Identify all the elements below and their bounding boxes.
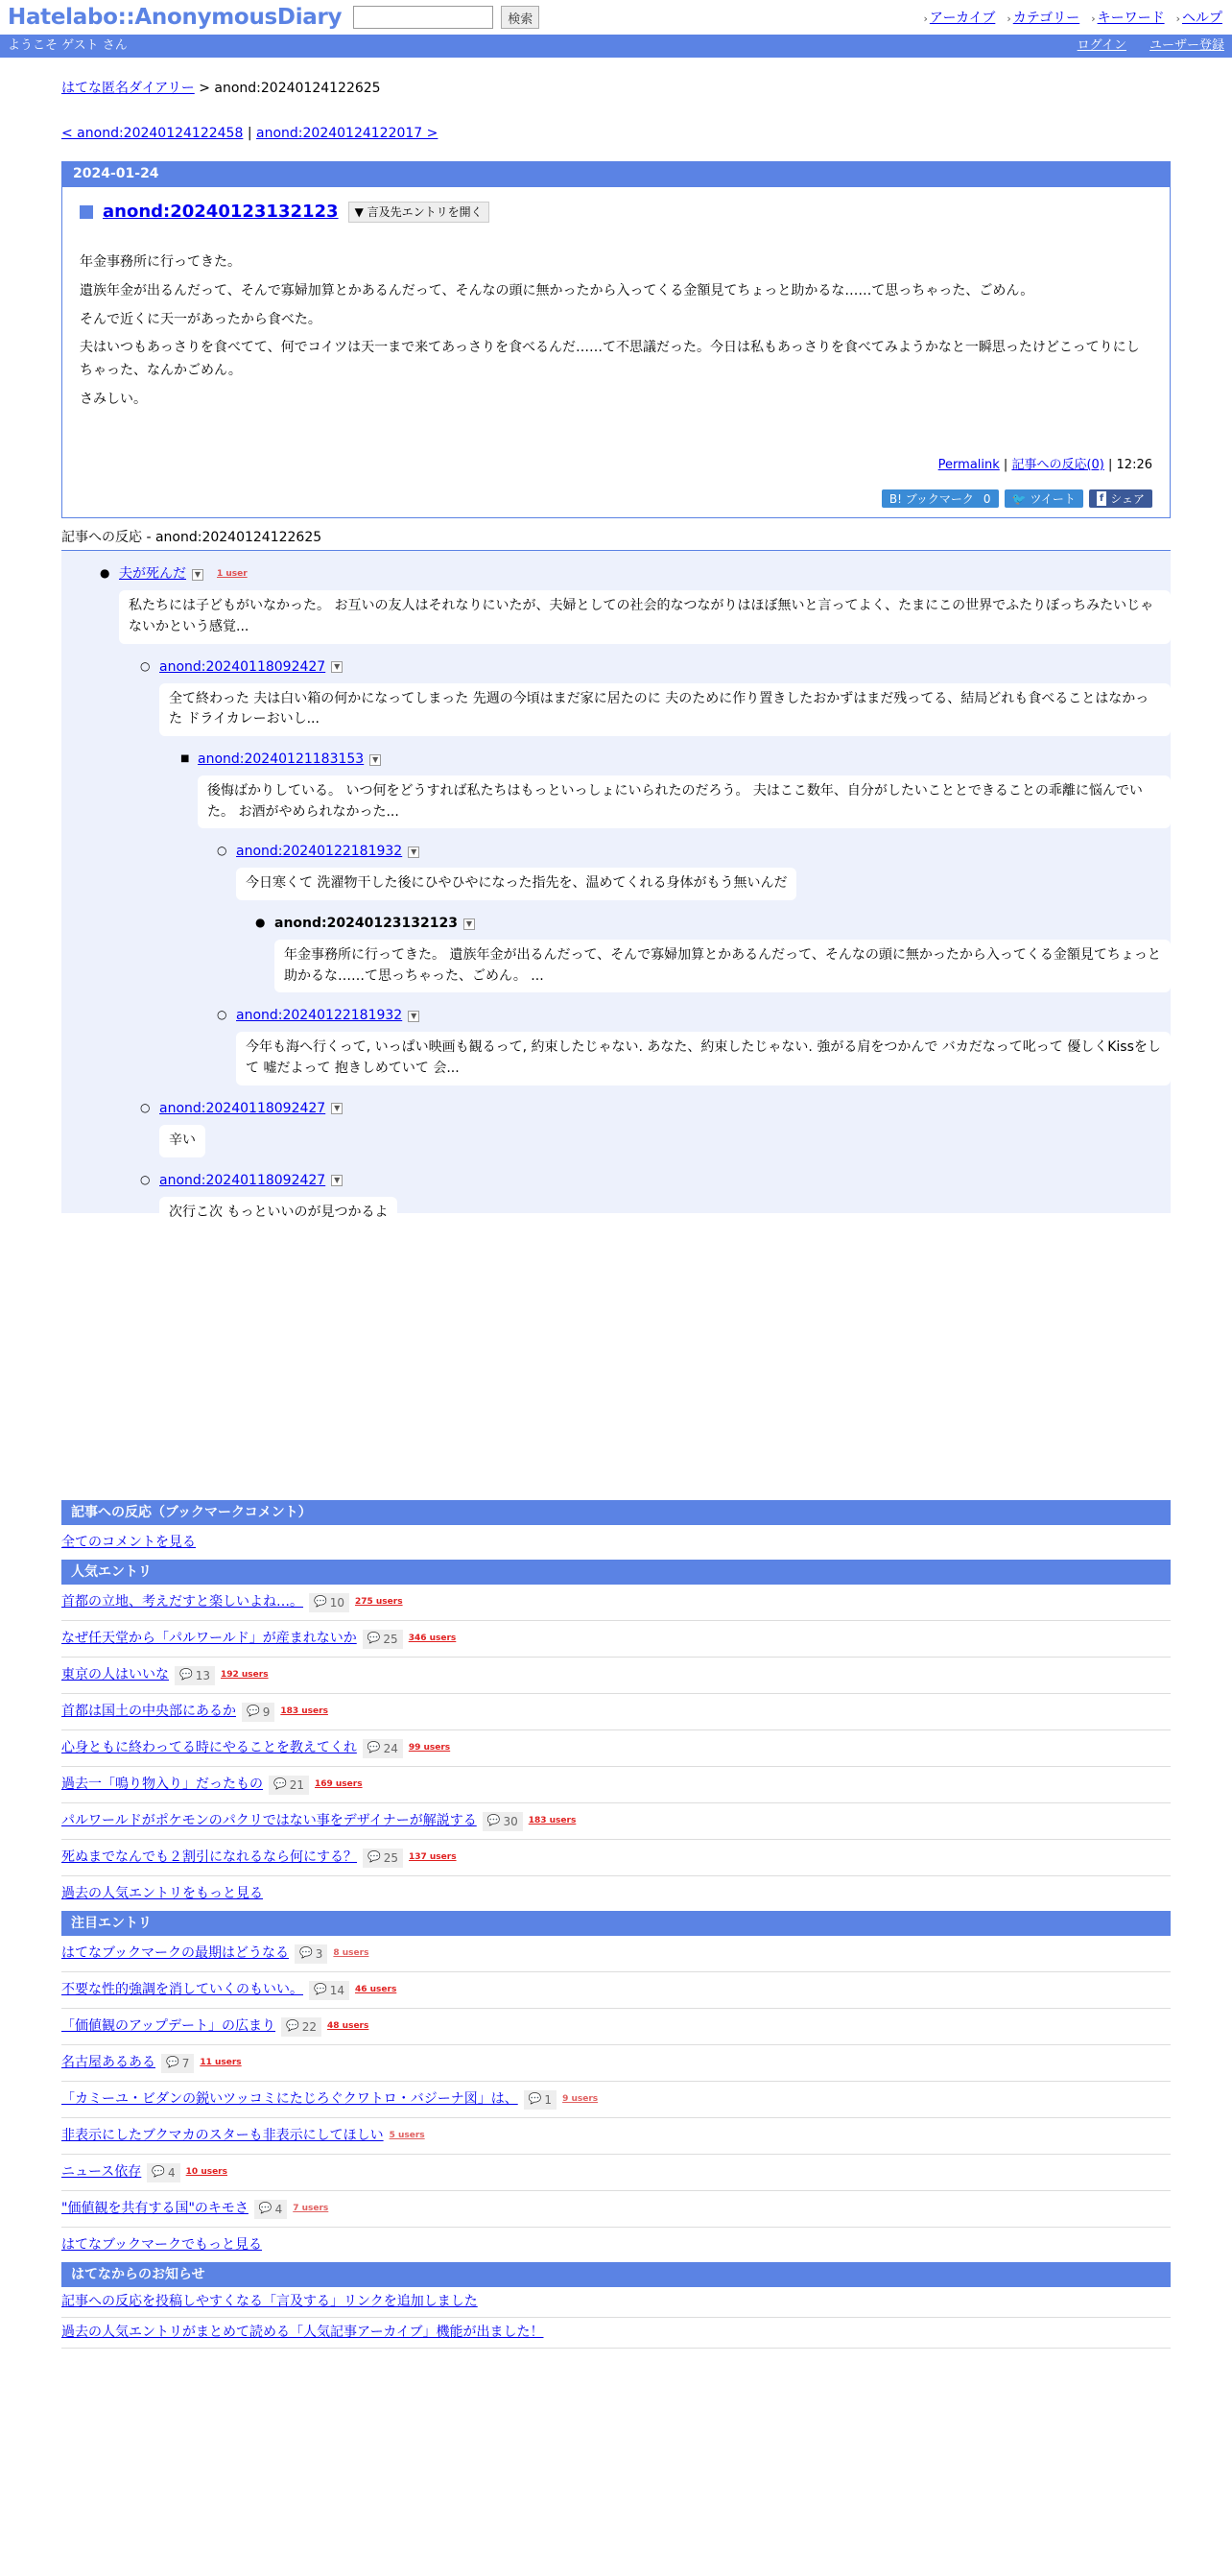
bookmark-users[interactable]: 48 users bbox=[327, 2020, 369, 2031]
speech-bubble-icon: 💬 bbox=[367, 1850, 381, 1864]
share-buttons bbox=[80, 489, 1152, 508]
bullet-circle-icon: ○ bbox=[140, 658, 151, 673]
list-item bbox=[61, 1621, 1171, 1658]
reaction-node bbox=[140, 657, 1153, 736]
comment-count-badge[interactable] bbox=[242, 1703, 274, 1722]
entry-link[interactable]: 「価値観のアップデート」の広まり bbox=[61, 2018, 276, 2034]
comment-count-badge[interactable] bbox=[524, 2090, 557, 2110]
bookmark-users[interactable]: 137 users bbox=[408, 1851, 457, 1862]
footer-sep: | bbox=[999, 457, 1012, 472]
reaction-title-link[interactable]: 夫が死んだ bbox=[119, 566, 186, 583]
entry-link[interactable]: "価値観を共有する国"のキモさ bbox=[61, 2201, 249, 2216]
footer-sep: | bbox=[1103, 457, 1117, 472]
entry-link[interactable]: パルワールドがポケモンのパクリではない事をデザイナーが解説する bbox=[61, 1813, 477, 1828]
entry-link[interactable]: 非表示にしたブクマカのスターも非表示にしてほしい bbox=[61, 2128, 384, 2143]
reaction-excerpt: 年金事務所に行ってきた。 遺族年金が出るんだって、そんで寡婦加算とかあるんだって、そんなの頭に無かったから入ってくる金額見てちょっと助かるな……て思っちゃった、ごめん。 ... bbox=[274, 940, 1171, 992]
dropdown-icon[interactable]: ▼ bbox=[369, 754, 381, 766]
speech-bubble-icon: 💬 bbox=[258, 2202, 272, 2215]
reaction-node bbox=[255, 914, 1161, 992]
speech-bubble-icon: 💬 bbox=[166, 2056, 179, 2069]
list-item bbox=[61, 1972, 1171, 2009]
bookmark-users[interactable]: 346 users bbox=[408, 1633, 457, 1643]
bookmark-users[interactable]: 183 users bbox=[280, 1705, 328, 1716]
comment-count-badge[interactable] bbox=[363, 1849, 403, 1868]
breadcrumb-current: anond:20240124122625 bbox=[214, 81, 381, 96]
all-comments-link[interactable]: 全てのコメントを見る bbox=[61, 1534, 196, 1550]
list-item bbox=[61, 1694, 1171, 1730]
popular-list bbox=[61, 1585, 1171, 1876]
news-link[interactable]: 過去の人気エントリがまとめて読める「人気記事アーカイブ」機能が出ました！ bbox=[61, 2325, 544, 2340]
news-link[interactable]: 記事への反応を投稿しやすくなる「言及する」リンクを追加しました bbox=[61, 2294, 478, 2309]
chevron-right-icon: › bbox=[1091, 12, 1096, 25]
entry-link[interactable]: はてなブックマークの最期はどうなる bbox=[61, 1945, 290, 1961]
prev-entry-link[interactable]: < anond:20240124122458 bbox=[61, 126, 244, 141]
pager bbox=[61, 124, 1171, 144]
speech-bubble-icon: 💬 bbox=[528, 2092, 542, 2106]
bullet-circle-icon: ○ bbox=[140, 1100, 151, 1114]
breadcrumb bbox=[61, 79, 1171, 99]
entry-footer bbox=[80, 456, 1152, 475]
next-entry-link[interactable]: anond:20240124122017 > bbox=[256, 126, 438, 141]
facebook-share-button[interactable] bbox=[1089, 489, 1152, 508]
dropdown-icon[interactable]: ▼ bbox=[408, 847, 419, 858]
comment-count-badge[interactable] bbox=[309, 1981, 349, 2000]
entry-paragraph: 年金事務所に行ってきた。 bbox=[80, 254, 241, 270]
bullet-disc-icon: ● bbox=[100, 566, 110, 581]
dropdown-icon[interactable]: ▼ bbox=[408, 1011, 419, 1022]
facebook-share-label: シェア bbox=[1110, 491, 1145, 506]
list-item bbox=[61, 1730, 1171, 1767]
entry-link[interactable]: 「カミーユ・ビダンの鋭いツッコミにたじろぐクワトロ・バジーナ図」は、 bbox=[61, 2091, 518, 2107]
speech-bubble-icon: 💬 bbox=[152, 2165, 166, 2179]
bookmark-users[interactable]: 8 users bbox=[333, 1947, 369, 1958]
header-nav bbox=[923, 9, 1222, 29]
list-item bbox=[61, 1840, 1171, 1876]
reaction-excerpt: 次行こ次 もっといいのが見つかるよ bbox=[159, 1197, 397, 1229]
current-entry-title: anond:20240123132123 bbox=[274, 916, 458, 932]
reactions-link[interactable]: 記事への反応(0) bbox=[1011, 457, 1104, 472]
bookmark-users[interactable]: 275 users bbox=[354, 1596, 403, 1607]
entry-link[interactable]: 死ぬまでなんでも２割引になれるなら何にする？ bbox=[61, 1849, 357, 1865]
reaction-excerpt: 今日寒くて 洗濯物干した後にひやひやになった指先を、温めてくれる身体がもう無いんだ bbox=[236, 868, 796, 900]
reaction-excerpt: 全て終わった 夫は白い箱の何かになってしまった 先週の今頃はまだ家に居たのに 夫のために作り置きしたおかずはまだ残ってる、結局どれも食べることはなかった ドライカレーおいし... bbox=[159, 683, 1171, 736]
reaction-node bbox=[100, 564, 1154, 643]
bullet-circle-icon: ○ bbox=[217, 1008, 227, 1022]
entry-body bbox=[80, 251, 1152, 412]
list-item bbox=[61, 2082, 1171, 2118]
speech-bubble-icon: 💬 bbox=[486, 1814, 501, 1827]
entry-link[interactable]: 心身ともに終わってる時にやることを教えてくれ bbox=[61, 1740, 357, 1755]
day-section bbox=[61, 161, 1171, 518]
comment-count-badge[interactable] bbox=[147, 2163, 179, 2182]
dropdown-icon[interactable]: ▼ bbox=[331, 1175, 343, 1186]
reaction-title-link[interactable]: anond:20240118092427 bbox=[159, 1172, 326, 1188]
bullet-circle-icon: ○ bbox=[140, 1172, 151, 1186]
bookmark-users[interactable]: 46 users bbox=[354, 1984, 397, 1994]
comment-count: 1 bbox=[544, 2092, 553, 2107]
dropdown-icon[interactable]: ▼ bbox=[463, 918, 475, 930]
list-item bbox=[61, 2045, 1171, 2082]
notable-entries-header: 注目エントリ bbox=[61, 1911, 1171, 1936]
bullet-square-icon: ■ bbox=[180, 753, 190, 765]
search-input[interactable] bbox=[353, 6, 493, 29]
comment-count-badge[interactable] bbox=[161, 2054, 194, 2073]
bookmark-users[interactable]: 7 users bbox=[293, 2203, 329, 2213]
reaction-node bbox=[180, 750, 1153, 828]
entry-link[interactable]: 過去一「鳴り物入り」だったもの bbox=[61, 1777, 263, 1792]
speech-bubble-icon: 💬 bbox=[367, 1632, 381, 1645]
hatena-bookmark-count: 0 bbox=[983, 491, 991, 506]
speech-bubble-icon: 💬 bbox=[273, 1777, 287, 1791]
entry-paragraph: 夫はいつもあっさりを食べてて、何でコイツは天一まで来てあっさりを食べるんだ……て不思議だった。今日は私もあっさりを食べてみようかなと一瞬思ったけどこってりにしちゃった、なんかごめん。 bbox=[80, 340, 1140, 379]
comment-count: 13 bbox=[195, 1668, 210, 1682]
comment-count: 9 bbox=[262, 1705, 271, 1719]
entry-link[interactable]: 首都は国土の中央部にあるか bbox=[61, 1704, 236, 1719]
entry-link[interactable]: 東京の人はいいな bbox=[61, 1667, 169, 1682]
user-bar bbox=[0, 35, 1232, 58]
comment-count: 25 bbox=[383, 1632, 398, 1646]
list-item bbox=[61, 2118, 1171, 2155]
bookmark-comments-header: 記事への反応（ブックマークコメント） bbox=[61, 1500, 1171, 1525]
square-icon bbox=[80, 205, 93, 219]
entry-link[interactable]: ニュース依存 bbox=[61, 2164, 142, 2180]
news-header: はてなからのお知らせ bbox=[61, 2262, 1171, 2287]
comment-count: 22 bbox=[301, 2019, 318, 2034]
register-link[interactable]: ユーザー登録 bbox=[1149, 38, 1224, 54]
reaction-node bbox=[217, 842, 1153, 900]
comment-count: 4 bbox=[274, 2202, 283, 2216]
entry-time: 12:26 bbox=[1116, 457, 1152, 472]
speech-bubble-icon: 💬 bbox=[179, 1668, 193, 1682]
twitter-bird-icon: 🐦 bbox=[1011, 491, 1027, 506]
login-link[interactable]: ログイン bbox=[1077, 38, 1126, 54]
day-date: 2024-01-24 bbox=[62, 162, 1170, 187]
popular-more-link[interactable]: 過去の人気エントリをもっと見る bbox=[61, 1885, 263, 1901]
reaction-excerpt: 今年も海へ行くって, いっぱい映画も観るって, 約束したじゃない. あなた、約束したじゃない. 強がる肩をつかんで バカだなって叱って 優しくKissをして 嘘だよって 抱きしめていて 会... bbox=[236, 1032, 1171, 1085]
reaction-title-link[interactable]: anond:20240118092427 bbox=[159, 658, 326, 675]
list-item bbox=[61, 1803, 1171, 1840]
main-content bbox=[61, 58, 1171, 1220]
bookmark-users[interactable]: 183 users bbox=[528, 1815, 577, 1825]
bookmark-users[interactable]: 192 users bbox=[220, 1669, 269, 1680]
permalink-link[interactable]: Permalink bbox=[937, 457, 1000, 472]
comment-count-badge[interactable] bbox=[281, 2017, 321, 2037]
entry-link[interactable]: 不要な性的強調を消していくのもいい。 bbox=[61, 1982, 303, 1997]
search-button[interactable]: 検索 bbox=[501, 6, 539, 29]
comment-count-badge[interactable] bbox=[175, 1666, 215, 1685]
bookmark-users[interactable]: 99 users bbox=[408, 1742, 451, 1753]
bookmark-users[interactable]: 169 users bbox=[314, 1778, 363, 1789]
nav-category[interactable]: カテゴリー bbox=[1012, 11, 1080, 26]
comment-count: 10 bbox=[329, 1595, 344, 1610]
speech-bubble-icon: 💬 bbox=[247, 1705, 260, 1718]
chevron-right-icon: › bbox=[923, 12, 928, 25]
tweet-button[interactable] bbox=[1005, 489, 1083, 508]
reaction-node bbox=[140, 1171, 1153, 1229]
entry-paragraph: そんで近くに天一があったから食べた。 bbox=[80, 311, 321, 327]
comment-count-badge[interactable] bbox=[295, 1944, 327, 1964]
dropdown-icon[interactable]: ▼ bbox=[192, 569, 203, 581]
reactions-header: 記事への反応 - anond:20240124122625 bbox=[61, 528, 1171, 551]
list-item bbox=[61, 1585, 1171, 1621]
comment-count-badge[interactable] bbox=[483, 1812, 523, 1831]
reaction-title-link[interactable]: anond:20240118092427 bbox=[159, 1100, 326, 1116]
breadcrumb-sep: > bbox=[194, 81, 215, 96]
speech-bubble-icon: 💬 bbox=[299, 1946, 313, 1960]
popular-entries-header: 人気エントリ bbox=[61, 1560, 1171, 1585]
comment-count: 4 bbox=[168, 2165, 176, 2180]
list-item bbox=[61, 2155, 1171, 2191]
reaction-excerpt: 私たちには子どもがいなかった。 お互いの友人はそれなりにいたが、夫婦としての社会的なつながりはほぼ無いと言ってよく、たまにこの世界でふたりぼっちみたいじゃないかという感覚... bbox=[119, 590, 1171, 643]
user-count[interactable]: 1 user bbox=[217, 569, 248, 580]
comment-count: 7 bbox=[181, 2056, 190, 2070]
dropdown-icon[interactable]: ▼ bbox=[331, 1103, 343, 1114]
notable-more-link[interactable]: はてなブックマークでもっと見る bbox=[61, 2236, 263, 2253]
speech-bubble-icon: 💬 bbox=[314, 1595, 327, 1609]
comment-count-badge[interactable] bbox=[363, 1739, 403, 1758]
header bbox=[0, 0, 1232, 35]
comment-count: 21 bbox=[289, 1777, 304, 1792]
facebook-icon: f bbox=[1097, 491, 1106, 506]
tweet-label: ツイート bbox=[1030, 491, 1076, 506]
reaction-excerpt: 辛い bbox=[159, 1125, 205, 1157]
comment-count-badge[interactable] bbox=[363, 1630, 403, 1649]
list-item bbox=[61, 1658, 1171, 1694]
bullet-circle-icon: ○ bbox=[217, 844, 227, 858]
bookmark-users[interactable]: 11 users bbox=[200, 2057, 242, 2067]
reaction-title-link[interactable]: anond:20240122181932 bbox=[236, 1008, 403, 1024]
site-logo[interactable]: Hatelabo::AnonymousDiary bbox=[8, 4, 343, 30]
bookmark-users[interactable]: 9 users bbox=[562, 2093, 599, 2104]
entry-title-link[interactable]: anond:20240123132123 bbox=[103, 202, 339, 222]
list-item bbox=[61, 2191, 1171, 2228]
entry-link[interactable]: なぜ任天堂から「パルワールド」が産まれないか bbox=[61, 1631, 357, 1646]
chevron-right-icon: › bbox=[1175, 12, 1180, 25]
comment-count: 25 bbox=[383, 1850, 398, 1865]
list-item bbox=[61, 1936, 1171, 1972]
comment-count: 24 bbox=[383, 1741, 398, 1755]
comment-count-badge[interactable] bbox=[269, 1776, 309, 1795]
welcome-text: ようこそ ゲスト さん bbox=[8, 38, 128, 54]
chevron-right-icon: › bbox=[1007, 12, 1011, 25]
reaction-node bbox=[217, 1006, 1161, 1085]
reaction-excerpt: 後悔ばかりしている。 いつ何をどうすれば私たちはもっといっしょにいられたのだろう。 夫はここ数年、自分がしたいこととできることの乖離に悩んでいた。 お酒がやめられなかった... bbox=[198, 775, 1171, 828]
bullet-disc-icon: ● bbox=[255, 916, 266, 930]
pager-sep: | bbox=[243, 126, 257, 141]
nav-archive[interactable]: アーカイブ bbox=[929, 11, 996, 26]
entry-link[interactable]: 名古屋あるある bbox=[61, 2055, 155, 2070]
comment-count-badge[interactable] bbox=[309, 1593, 349, 1612]
reaction-tree bbox=[61, 551, 1171, 1220]
reaction-title-link[interactable]: anond:20240122181932 bbox=[236, 844, 403, 860]
comment-count: 14 bbox=[329, 1983, 344, 1997]
hatena-bookmark-button[interactable] bbox=[882, 489, 999, 508]
entry-link[interactable]: 首都の立地、考えだすと楽しいよね…。 bbox=[61, 1594, 303, 1610]
speech-bubble-icon: 💬 bbox=[314, 1983, 327, 1996]
entry-paragraph: 遺族年金が出るんだって、そんで寡婦加算とかあるんだって、そんなの頭に無かったから入ってくる金額見てちょっと助かるな……て思っちゃった、ごめん。 bbox=[80, 282, 1034, 298]
speech-bubble-icon: 💬 bbox=[286, 2019, 299, 2033]
reaction-title-link[interactable]: anond:20240121183153 bbox=[198, 751, 365, 768]
open-referenced-button[interactable]: ▼ 言及先エントリを開く bbox=[348, 202, 489, 223]
comment-count-badge[interactable] bbox=[254, 2200, 287, 2219]
nav-keyword[interactable]: キーワード bbox=[1097, 11, 1165, 26]
nav-help[interactable]: ヘルプ bbox=[1182, 11, 1222, 26]
dropdown-icon[interactable]: ▼ bbox=[331, 661, 343, 673]
breadcrumb-home[interactable]: はてな匿名ダイアリー bbox=[61, 81, 195, 96]
notable-list bbox=[61, 1936, 1171, 2228]
reaction-node bbox=[140, 1099, 1153, 1157]
bookmark-users[interactable]: 5 users bbox=[389, 2130, 425, 2140]
list-item bbox=[61, 2009, 1171, 2045]
speech-bubble-icon: 💬 bbox=[367, 1741, 381, 1754]
list-item bbox=[61, 1767, 1171, 1803]
entry-title bbox=[80, 199, 1152, 225]
comment-count: 30 bbox=[503, 1814, 518, 1828]
comment-count: 3 bbox=[315, 1946, 323, 1961]
hatena-bookmark-label: B! ブックマーク bbox=[888, 491, 974, 506]
bookmark-users[interactable]: 10 users bbox=[185, 2166, 227, 2177]
entry-paragraph: さみしい。 bbox=[80, 391, 147, 407]
sidebar-lists bbox=[61, 1500, 1171, 2349]
